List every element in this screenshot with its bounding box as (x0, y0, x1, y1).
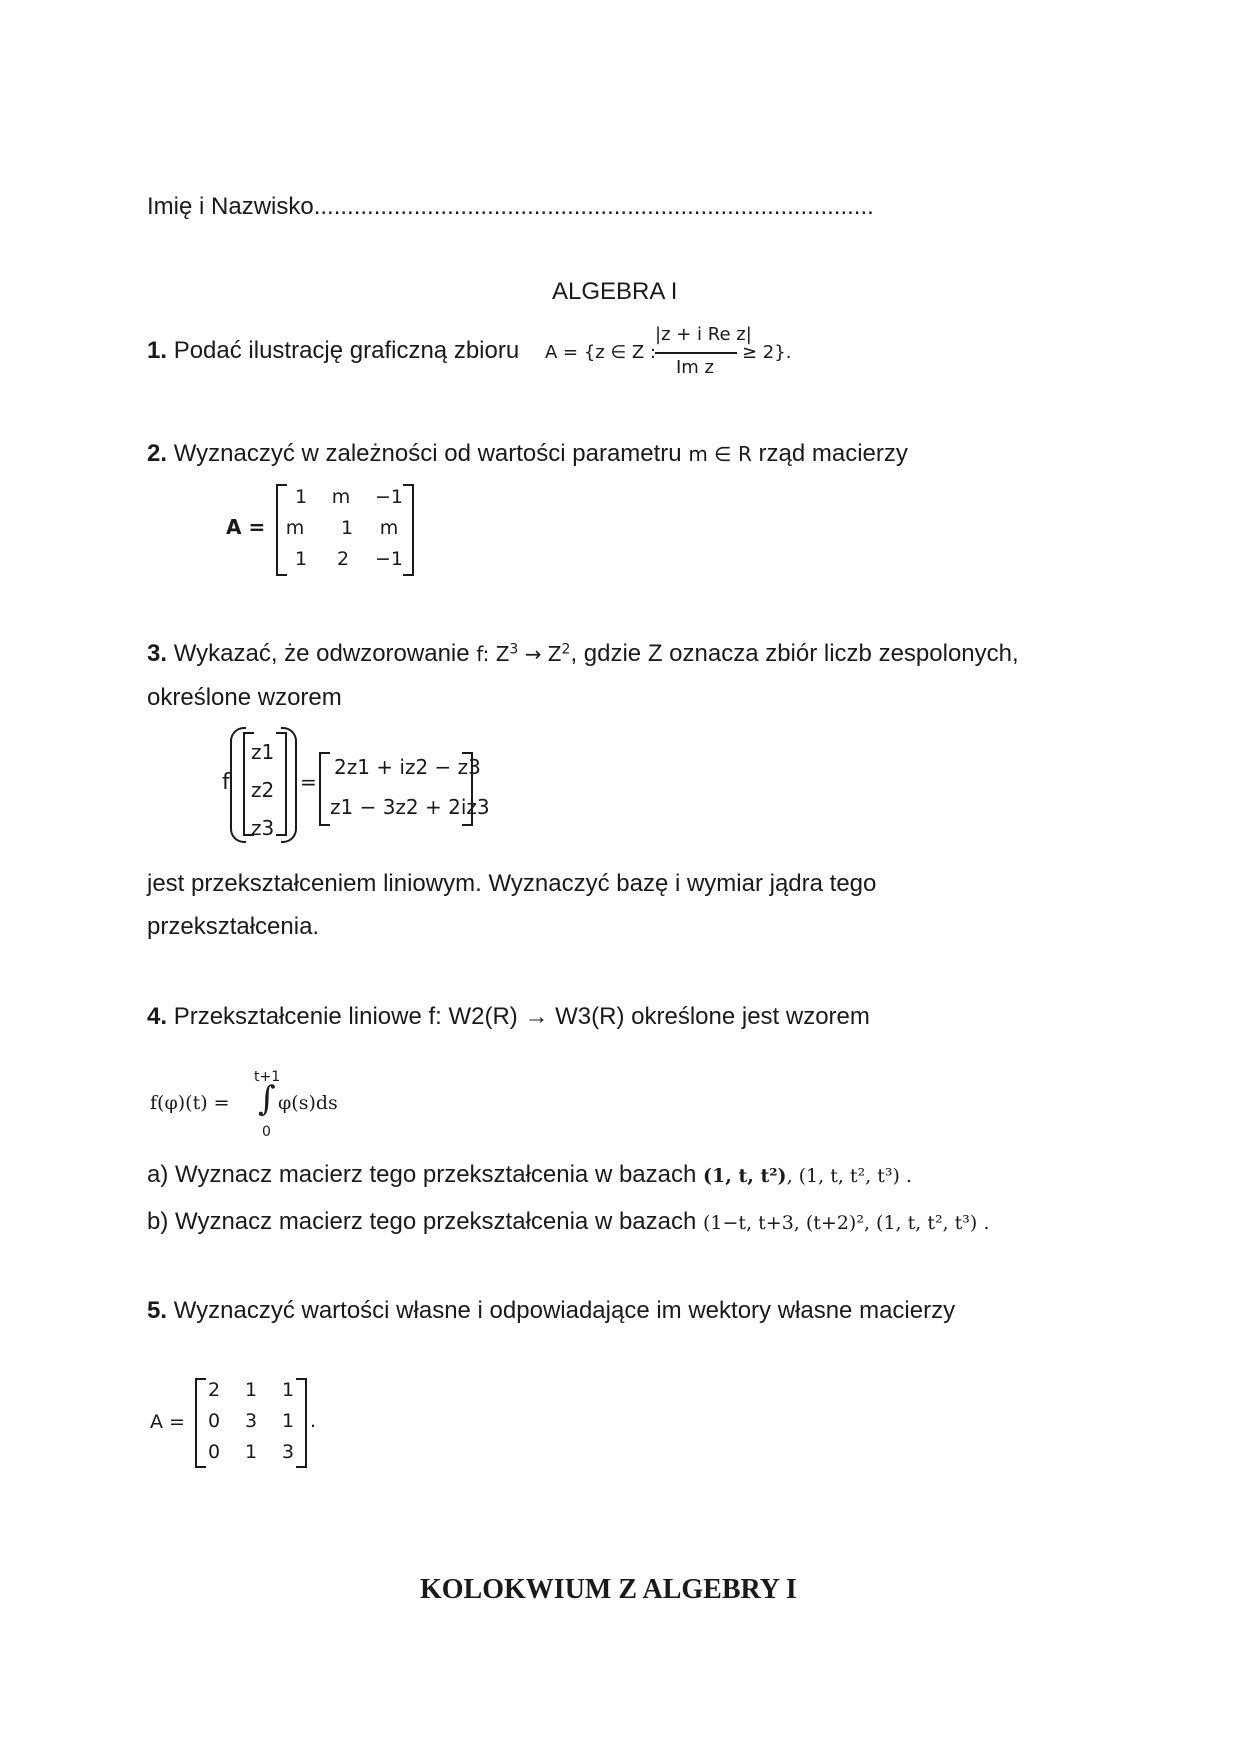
part-a-basis-2: , (1, t, t², t³) . (786, 1165, 913, 1187)
fraction-denominator: Im z (675, 357, 714, 378)
matrix-cell: 2 (207, 1379, 221, 1401)
problem-4-statement-end: określone jest wzorem (631, 1003, 870, 1030)
part-b-text: b) Wyznacz macierz tego przekształcenia w bazach (147, 1208, 697, 1235)
matrix-cell: 3 (281, 1441, 295, 1463)
f-symbol: f (222, 770, 230, 795)
name-dots: .................................................................................... (313, 193, 874, 220)
matrix-cell: 3 (244, 1410, 258, 1432)
integral-sign: ∫ (258, 1079, 276, 1119)
map-exp1: 3 (509, 641, 519, 658)
matrix-a-label: A = (226, 515, 266, 539)
matrix-cell: −1 (374, 548, 403, 570)
problem-2-statement: Wyznaczyć w zależności od wartości parametru (173, 440, 682, 467)
problem-2-number: 2. (147, 440, 168, 467)
input-z2: z2 (251, 778, 275, 802)
right-paren (281, 727, 297, 843)
linear-map: f: W2(R) → W3(R) (428, 1003, 625, 1030)
problem-4-text (147, 1003, 870, 1031)
input-z1: z1 (251, 740, 275, 764)
integrand: φ(s)ds (278, 1092, 338, 1114)
equals-sign: = (300, 770, 317, 794)
matrix-cell: −1 (374, 486, 403, 508)
page-title: ALGEBRA I (552, 278, 678, 305)
problem-2-statement-end: rząd macierzy (758, 440, 908, 467)
map-arrow: → Z (524, 642, 562, 666)
problem-3-statement-end: , gdzie Z oznacza zbiór liczb zespolonych, (570, 640, 1019, 667)
matrix-b-period: . (310, 1410, 317, 1432)
output-left-bracket (319, 752, 330, 826)
problem-1-number: 1. (147, 337, 168, 364)
problem-1-statement: Podać ilustrację graficzną zbioru (173, 337, 520, 364)
fraction-bar (655, 352, 737, 354)
problem-4-part-b (147, 1208, 989, 1236)
parameter-m: m ∈ R (688, 442, 752, 466)
matrix-cell: 1 (244, 1379, 258, 1401)
problem-4-number: 4. (147, 1003, 168, 1030)
matrix-cell: 1 (281, 1379, 295, 1401)
problem-4-statement: Przekształcenie liniowe (173, 1003, 422, 1030)
set-right: ≥ 2}. (742, 342, 792, 363)
matrix-cell: 2 (336, 548, 350, 570)
output-row-1: 2z1 + iz2 − z3 (334, 755, 481, 779)
problem-3-statement: Wykazać, że odwzorowanie (173, 640, 470, 667)
input-z3: z3 (251, 816, 275, 840)
map-exp2: 2 (561, 641, 571, 658)
problem-3-conclusion-1: jest przekształceniem liniowym. Wyznaczyć bazę i wymiar jądra tego (147, 870, 877, 897)
part-a-text: a) Wyznacz macierz tego przekształcenia w bazach (147, 1161, 697, 1188)
matrix-cell: m (285, 517, 305, 539)
matrix-cell: 1 (294, 486, 308, 508)
map-definition (476, 642, 570, 666)
problem-1-text (147, 337, 519, 365)
problem-5-text (147, 1297, 955, 1325)
matrix-cell: 1 (244, 1441, 258, 1463)
footer-title: KOLOKWIUM Z ALGEBRY I (420, 1574, 797, 1605)
part-a-basis-1: (1, t, t²) (703, 1165, 787, 1187)
problem-5-statement: Wyznaczyć wartości własne i odpowiadające im wektory własne macierzy (173, 1297, 956, 1324)
problem-5-number: 5. (147, 1297, 168, 1324)
part-b-basis: (1−t, t+3, (t+2)², (1, t, t², t³) . (703, 1212, 990, 1234)
problem-3-conclusion-2: przekształcenia. (147, 913, 320, 940)
set-left: A = {z ∈ Z : (545, 342, 656, 363)
matrix-cell: 0 (207, 1410, 221, 1432)
name-label: Imię i Nazwisko (147, 193, 314, 220)
problem-3-text (147, 640, 1019, 668)
problem-4-part-a (147, 1161, 912, 1189)
matrix-cell: 0 (207, 1441, 221, 1463)
matrix-cell: m (379, 517, 399, 539)
problem-3-number: 3. (147, 640, 168, 667)
matrix-cell: m (331, 486, 351, 508)
matrix-cell: 1 (281, 1410, 295, 1432)
integral-lhs: f(φ)(t) = (150, 1092, 230, 1114)
problem-2-text (147, 440, 908, 468)
problem-3-line2: określone wzorem (147, 684, 342, 711)
fraction-numerator: |z + i Re z| (655, 324, 752, 345)
integral-lower-limit: 0 (262, 1124, 271, 1140)
matrix-b-label: A = (150, 1411, 185, 1433)
name-line (147, 193, 874, 221)
matrix-cell: 1 (294, 548, 308, 570)
map-f: f: Z (476, 642, 510, 666)
output-row-2: z1 − 3z2 + 2iz3 (330, 795, 490, 819)
integral-upper-limit: t+1 (254, 1069, 281, 1085)
matrix-cell: 1 (340, 517, 354, 539)
